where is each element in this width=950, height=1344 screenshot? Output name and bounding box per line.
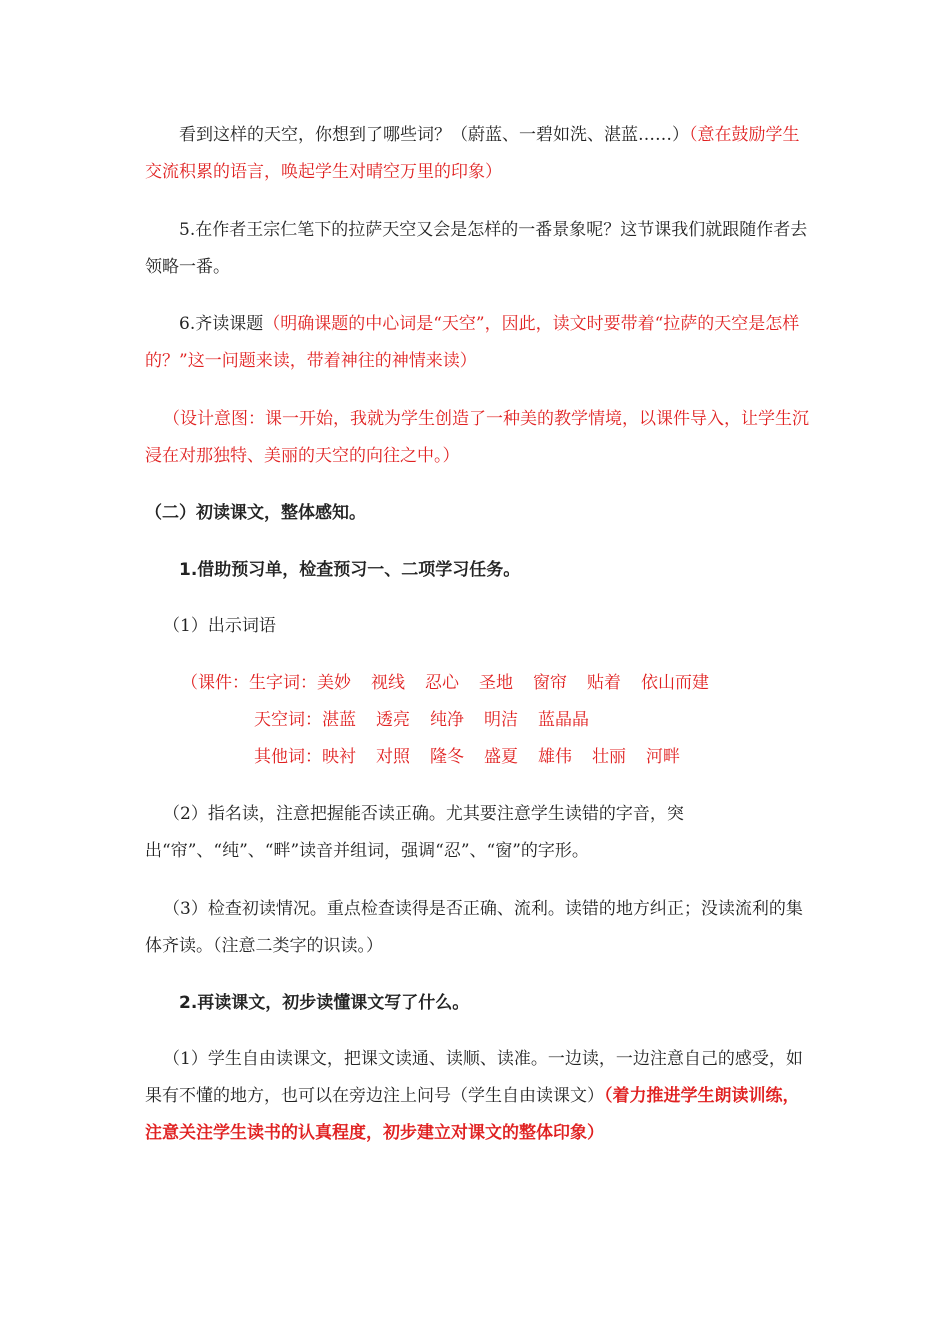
paragraph-text: （设计意图：课一开始，我就为学生创造了一种美的教学情境，以课件导入，让学生沉浸在对那独特、美丽的天空的向往之中。） xyxy=(145,409,809,466)
vocab-word: 壮丽 xyxy=(592,747,626,767)
paragraph-text: （3）检查初读情况。重点检查读得是否正确、流利。读错的地方纠正；没读流利的集体齐读。（注意二类字的识读。） xyxy=(145,899,803,956)
design-note: （着力推进学生朗读训练，注意关注学生读书的认真程度，初步建立对课文的整体印象） xyxy=(145,1086,800,1143)
heading-text: （二）初读课文，整体感知。 xyxy=(145,503,366,523)
subsection-heading-2 xyxy=(145,985,810,1022)
design-note: （意在鼓励学生交流积累的语言，唤起学生对晴空万里的印象） xyxy=(145,125,800,182)
vocab-word: 贴着 xyxy=(587,673,621,693)
vocab-word: 对照 xyxy=(376,747,410,767)
paragraph-item-6 xyxy=(145,306,810,380)
design-note: （明确课题的中心词是“天空”，因此，读文时要带着“拉萨的天空是怎样的？”这一问题来读，带着神往的神情来读） xyxy=(145,314,800,371)
paragraph-sky-words xyxy=(145,117,810,191)
paragraph-text: （1）学生自由读课文，把课文读通、读顺、读准。一边读，一边注意自己的感受，如果有不懂的地方，也可以在旁边注上问号（学生自由读课文） xyxy=(145,1049,803,1106)
paragraph-item-5 xyxy=(145,212,810,286)
vocab-word: 河畔 xyxy=(646,747,680,767)
paragraph-text: 看到这样的天空，你想到了哪些词？（蔚蓝、一碧如洗、湛蓝……） xyxy=(179,125,689,145)
paragraph-text: （2）指名读，注意把握能否读正确。尤其要注意学生读错的字音，突出“帘”、“纯”、“畔”读音并组词，强调“忍”、“窗”的字形。 xyxy=(145,804,684,861)
paragraph-check-reading xyxy=(145,891,810,965)
vocab-word: 圣地 xyxy=(479,673,513,693)
vocab-row-1 xyxy=(181,665,729,702)
paragraph-name-reading xyxy=(145,796,810,870)
vocab-label: 天空词： xyxy=(254,710,322,730)
paragraph-text: 5.在作者王宗仁笔下的拉萨天空又会是怎样的一番景象呢？这节课我们就跟随作者去领略一番。 xyxy=(145,220,808,277)
vocab-prefix: （课件： xyxy=(181,673,249,693)
vocab-word: 视线 xyxy=(371,673,405,693)
vocab-word: 透亮 xyxy=(376,710,410,730)
vocab-word: 隆冬 xyxy=(430,747,464,767)
vocab-word: 纯净 xyxy=(430,710,464,730)
paragraph-text: 6.齐读课题 xyxy=(179,314,264,334)
section-heading-2 xyxy=(145,495,810,532)
vocab-label: 其他词： xyxy=(254,747,322,767)
vocab-word: 窗帘 xyxy=(533,673,567,693)
paragraph-text: （1）出示词语 xyxy=(163,616,276,636)
vocab-word: 蓝晶晶 xyxy=(538,710,589,730)
vocab-row-2 xyxy=(254,702,609,739)
vocab-label: 生字词： xyxy=(249,673,317,693)
vocab-word: 映衬 xyxy=(322,747,356,767)
paragraph-show-words xyxy=(145,608,810,645)
design-intent-paragraph xyxy=(145,401,810,475)
vocab-word: 忍心 xyxy=(425,673,459,693)
paragraph-free-reading xyxy=(145,1041,810,1152)
heading-text: 1.借助预习单，检查预习一、二项学习任务。 xyxy=(179,560,521,580)
vocab-word: 美妙 xyxy=(317,673,351,693)
vocab-word: 雄伟 xyxy=(538,747,572,767)
vocab-word: 依山而建 xyxy=(641,673,709,693)
vocab-word: 盛夏 xyxy=(484,747,518,767)
vocab-word: 湛蓝 xyxy=(322,710,356,730)
heading-text: 2.再读课文，初步读懂课文写了什么。 xyxy=(179,993,470,1013)
vocab-word: 明洁 xyxy=(484,710,518,730)
vocab-row-3 xyxy=(254,739,700,776)
subsection-heading-1 xyxy=(145,552,810,589)
